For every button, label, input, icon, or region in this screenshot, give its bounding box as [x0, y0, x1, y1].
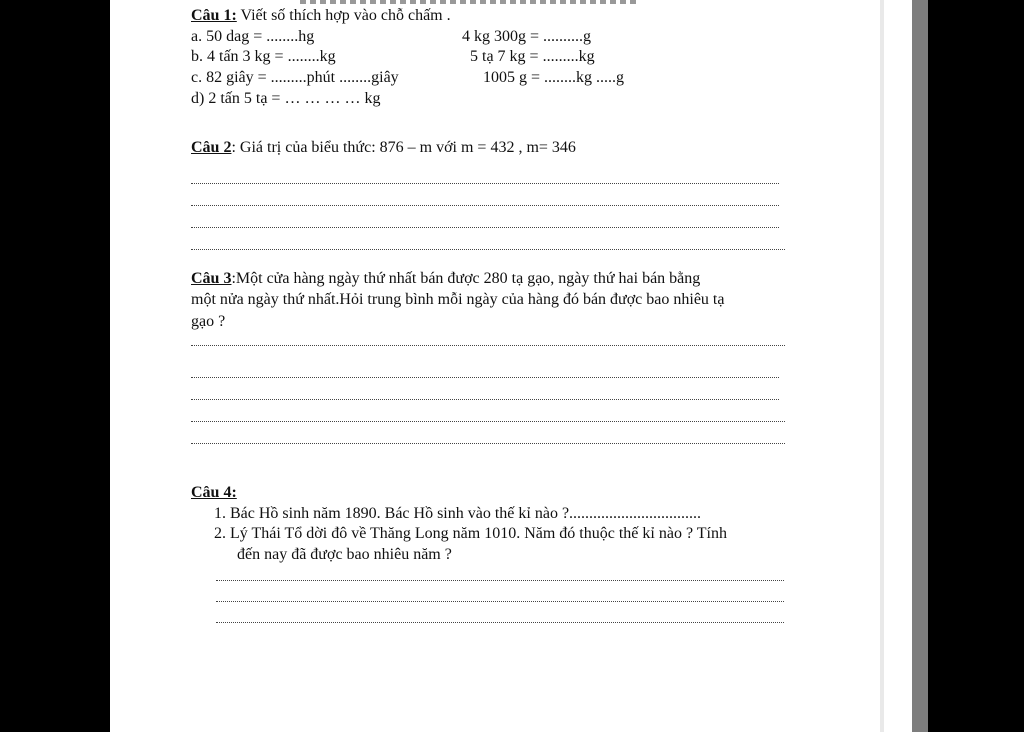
q2-label: Câu 2 — [191, 139, 232, 156]
answer-line — [191, 377, 779, 378]
q1-row-d: d) 2 tấn 5 tạ = … … … … kg — [191, 90, 381, 107]
answer-line — [191, 227, 779, 228]
scrollbar-track[interactable] — [912, 0, 928, 732]
q4-item-2-line-2: đến nay đã được bao nhiêu năm ? — [237, 546, 452, 563]
q4-item-1: 1. Bác Hồ sinh năm 1890. Bác Hồ sinh vào thế kỉ nào ?................................. — [214, 505, 702, 522]
answer-line — [216, 601, 784, 602]
q2-text: : Giá trị của biểu thức: 876 – m với m = 432 , m= 346 — [231, 139, 576, 156]
answer-line — [216, 580, 784, 581]
q1-heading — [191, 7, 451, 25]
right-black-border — [928, 0, 1024, 732]
q1-row-c-left: c. 82 giây = .........phút ........giây — [191, 69, 399, 86]
answer-line — [191, 345, 785, 346]
answer-line — [191, 443, 785, 444]
q3-line-3: gạo ? — [191, 313, 226, 330]
answer-line — [216, 622, 784, 623]
answer-line — [191, 249, 785, 250]
q3-text-1: :Một cửa hàng ngày thứ nhất bán được 280 tạ gạo, ngày thứ hai bán bằng — [231, 270, 701, 287]
answer-line — [191, 399, 779, 400]
q3-line-1 — [191, 270, 700, 288]
q1-row-a-left: a. 50 dag = ........hg — [191, 28, 315, 45]
answer-line — [191, 183, 779, 184]
cut-off-header — [300, 0, 640, 4]
q1-row-a-right: 4 kg 300g = ..........g — [462, 28, 592, 45]
q3-line-2: một nửa ngày thứ nhất.Hỏi trung bình mỗi ngày của hàng đó bán được bao nhiêu tạ — [191, 291, 725, 308]
q3-label: Câu 3 — [191, 270, 232, 287]
q1-row-c-right: 1005 g = ........kg .....g — [483, 69, 625, 86]
q4-label: Câu 4: — [191, 484, 237, 501]
left-black-border — [0, 0, 110, 732]
q1-row-b-right: 5 tạ 7 kg = .........kg — [470, 48, 595, 65]
answer-line — [191, 205, 779, 206]
q4-item-2-line-1: 2. Lý Thái Tổ dời đô về Thăng Long năm 1010. Năm đó thuộc thế kỉ nào ? Tính — [214, 525, 727, 542]
q1-prompt: Viết số thích hợp vào chỗ chấm . — [236, 7, 451, 24]
q2-heading — [191, 139, 576, 157]
q1-label: Câu 1: — [191, 7, 237, 24]
page-edge — [880, 0, 884, 732]
answer-line — [191, 421, 785, 422]
q1-row-b-left: b. 4 tấn 3 kg = ........kg — [191, 48, 336, 65]
